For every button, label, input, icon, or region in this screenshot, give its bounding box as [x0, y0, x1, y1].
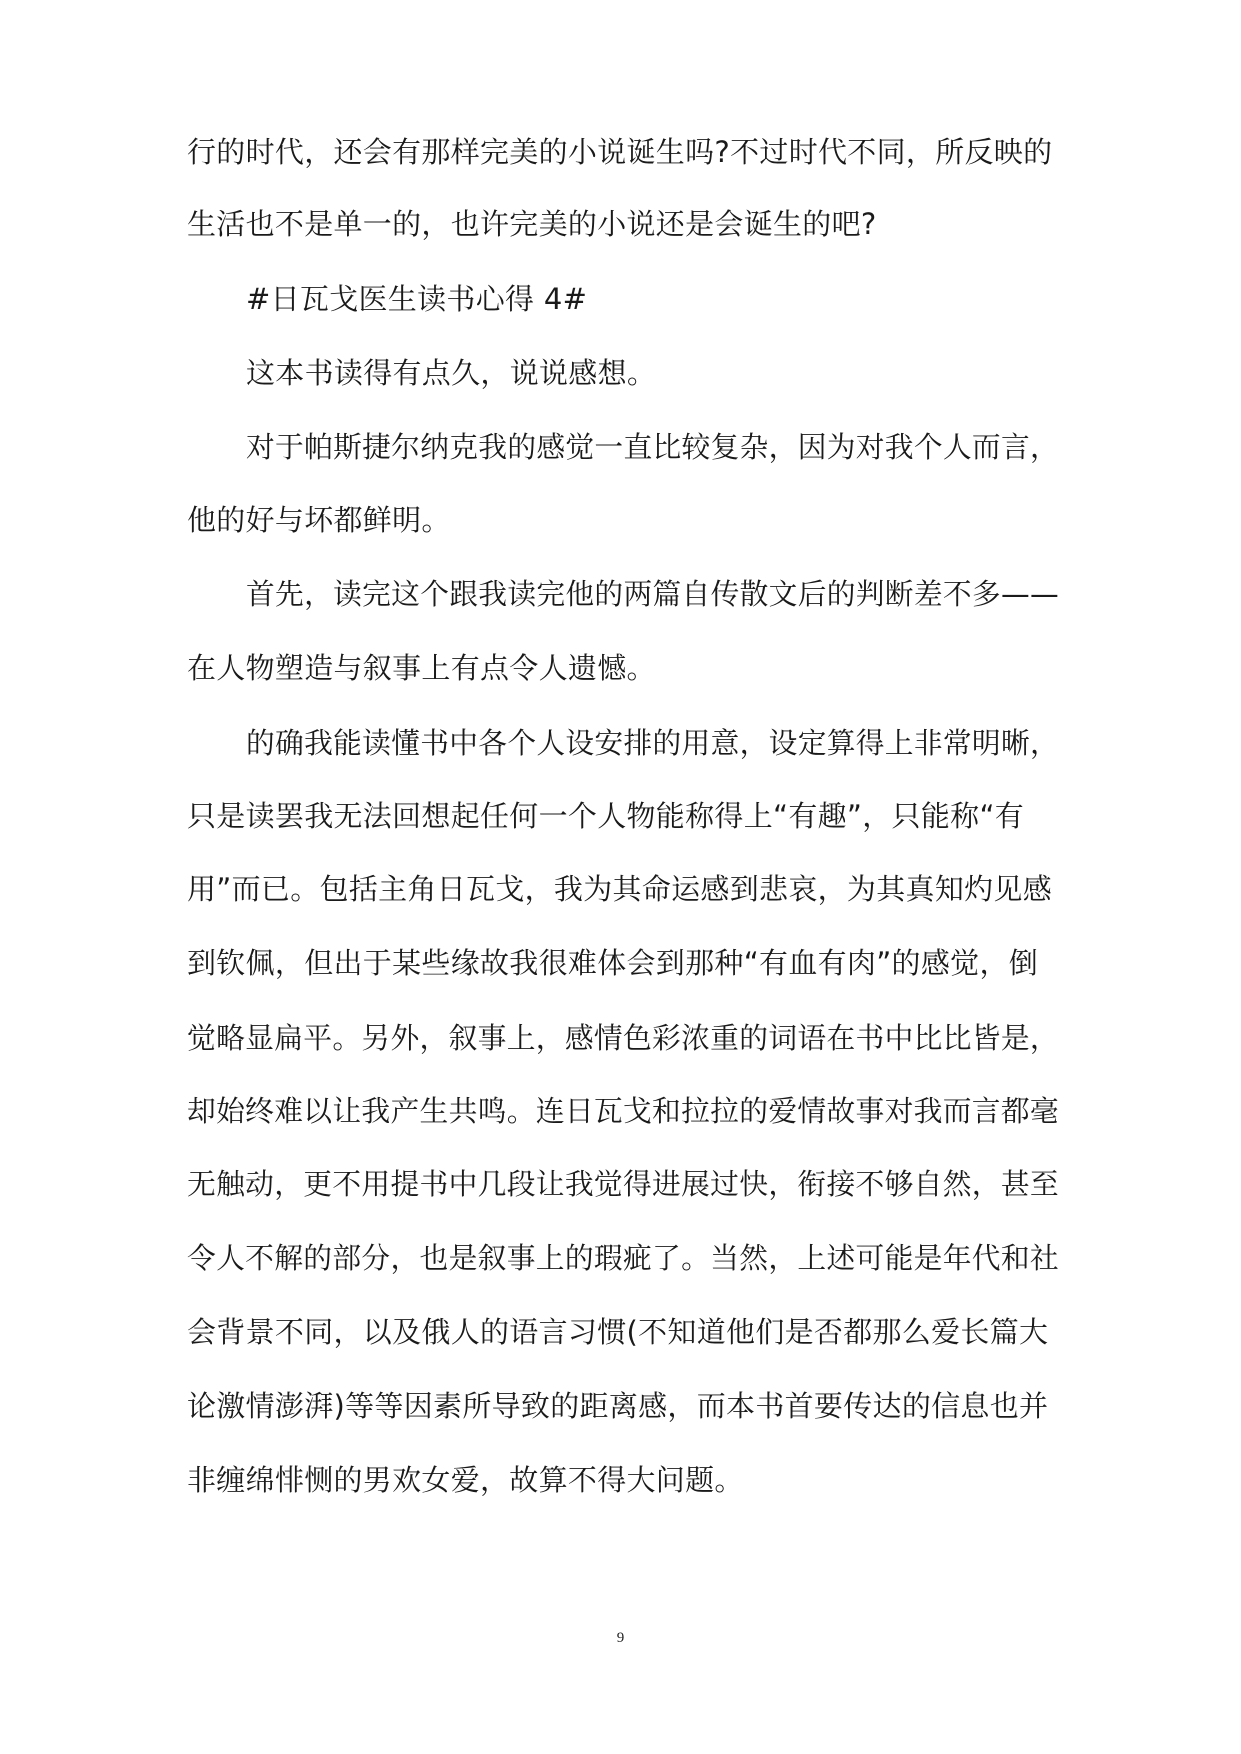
page-number: 9: [616, 1630, 625, 1646]
paragraph-line: 他的好与坏都鲜明。: [187, 503, 451, 537]
section-heading: #日瓦戈医生读书心得 4#: [246, 282, 588, 316]
paragraph-line: 在人物塑造与叙事上有点令人遗憾。: [187, 651, 656, 685]
paragraph-line: 觉略显扁平。另外，叙事上，感情色彩浓重的词语在书中比比皆是，: [187, 1021, 1059, 1055]
paragraph-line: 用”而已。包括主角日瓦戈，我为其命运感到悲哀，为其真知灼见感: [187, 872, 1053, 906]
paragraph-line: 这本书读得有点久，说说感想。: [246, 356, 657, 390]
paragraph-line: 只是读罢我无法回想起任何一个人物能称得上“有趣”，只能称“有: [187, 799, 1025, 833]
paragraph-line: 会背景不同，以及俄人的语言习惯(不知道他们是否都那么爱长篇大: [187, 1315, 1049, 1349]
text-line: 行的时代，还会有那样完美的小说诞生吗?不过时代不同，所反映的: [187, 135, 1053, 169]
text-line: 生活也不是单一的，也许完美的小说还是会诞生的吧?: [187, 207, 877, 241]
paragraph-line: 却始终难以让我产生共鸣。连日瓦戈和拉拉的爱情故事对我而言都毫: [187, 1094, 1059, 1128]
paragraph-line: 无触动，更不用提书中几段让我觉得进展过快，衔接不够自然，甚至: [187, 1167, 1059, 1201]
paragraph-line: 的确我能读懂书中各个人设安排的用意，设定算得上非常明晰，: [246, 726, 1060, 760]
paragraph-line: 对于帕斯捷尔纳克我的感觉一直比较复杂，因为对我个人而言，: [246, 430, 1060, 464]
paragraph-line: 首先，读完这个跟我读完他的两篇自传散文后的判断差不多——: [246, 577, 1060, 611]
paragraph-line: 令人不解的部分，也是叙事上的瑕疵了。当然，上述可能是年代和社: [187, 1241, 1059, 1275]
paragraph-line: 非缠绵悱恻的男欢女爱，故算不得大问题。: [187, 1463, 744, 1497]
paragraph-line: 论激情澎湃)等等因素所导致的距离感，而本书首要传达的信息也并: [187, 1389, 1049, 1423]
paragraph-line: 到钦佩，但出于某些缘故我很难体会到那种“有血有肉”的感觉，倒: [187, 946, 1039, 980]
